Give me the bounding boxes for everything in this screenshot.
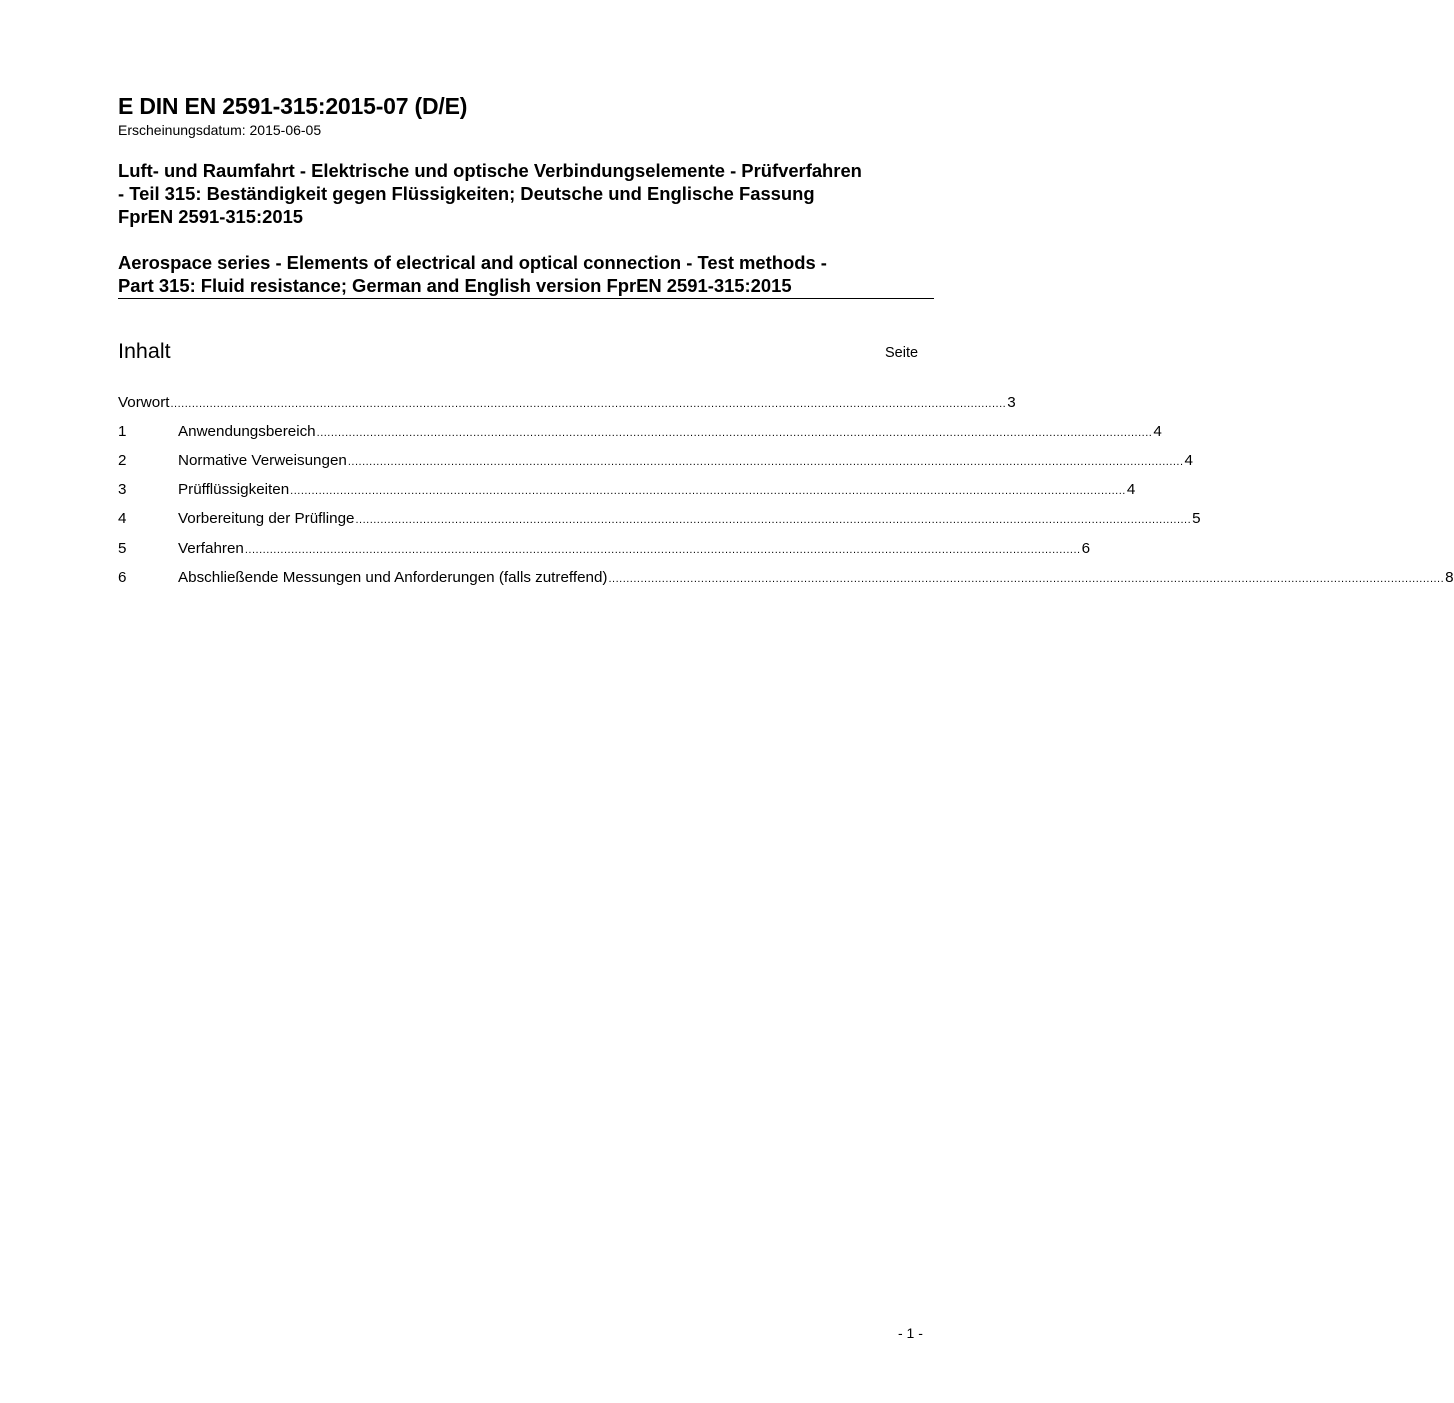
toc-dot-leader: ........................................................................................................................................................................................................................................... (608, 573, 1445, 585)
toc-entry-vorwort[interactable] (118, 393, 1016, 413)
toc-dot-leader: ........................................................................................................................................................................................................................................... (290, 485, 1126, 497)
document-id: E DIN EN 2591-315:2015-07 (D/E) (118, 93, 468, 119)
publication-date: Erscheinungsdatum: 2015-06-05 (118, 122, 322, 138)
toc-entry-page: 8 (1445, 569, 1454, 586)
toc-dot-leader: ........................................................................................................................................................................................................................................... (355, 514, 1192, 526)
toc-entry-page: 3 (1007, 394, 1016, 411)
toc-heading: Inhalt (118, 339, 171, 363)
toc-entry-4[interactable] (118, 509, 1201, 529)
toc-entry-3[interactable] (118, 480, 1136, 500)
toc-dot-leader: ........................................................................................................................................................................................................................................... (347, 456, 1184, 468)
toc-entry-title: Prüfflüssigkeiten (178, 481, 290, 498)
toc-dot-leader: ........................................................................................................................................................................................................................................... (316, 427, 1153, 439)
toc-entry-title: Anwendungsbereich (178, 423, 316, 440)
toc-entry-6[interactable] (118, 568, 1454, 588)
toc-entry-number: 3 (118, 481, 127, 498)
title-english (118, 251, 934, 297)
toc-dot-leader: ........................................................................................................................................................................................................................................... (244, 544, 1081, 556)
toc-entry-page: 4 (1184, 452, 1193, 469)
toc-entry-title: Vorbereitung der Prüflinge (178, 510, 355, 527)
title-german-line: FprEN 2591-315:2015 (118, 206, 304, 227)
page-number: - 1 - (898, 1325, 923, 1341)
toc-entry-title: Normative Verweisungen (178, 452, 347, 469)
toc-entry-title: Abschließende Messungen und Anforderungen (falls zutreffend) (178, 569, 608, 586)
toc-entry-page: 4 (1153, 423, 1162, 440)
toc-page-column-heading: Seite (885, 345, 919, 361)
title-german (118, 159, 934, 228)
toc-entry-number: 4 (118, 510, 127, 527)
title-divider (118, 298, 934, 299)
toc-entry-title: Verfahren (178, 540, 244, 557)
toc-entry-number: 5 (118, 540, 127, 557)
title-german-line: Luft- und Raumfahrt - Elektrische und optische Verbindungselemente - Prüfverfahren (118, 160, 862, 181)
title-english-line: Part 315: Fluid resistance; German and English version FprEN 2591-315:2015 (118, 275, 792, 296)
toc-entry-5[interactable] (118, 539, 1091, 559)
toc-entry-1[interactable] (118, 422, 1162, 442)
toc-entry-2[interactable] (118, 451, 1193, 471)
toc-entry-title: Vorwort (118, 394, 170, 411)
toc-entry-page: 6 (1081, 540, 1091, 557)
toc-entry-number: 1 (118, 423, 127, 440)
title-german-line: - Teil 315: Beständigkeit gegen Flüssigkeiten; Deutsche und Englische Fassung (118, 183, 815, 204)
toc-entry-number: 2 (118, 452, 127, 469)
title-english-line: Aerospace series - Elements of electrical and optical connection - Test methods - (118, 252, 827, 273)
toc-entry-page: 5 (1192, 510, 1201, 527)
toc-entry-page: 4 (1126, 481, 1136, 498)
toc-entry-number: 6 (118, 569, 127, 586)
toc-dot-leader: ........................................................................................................................................................................................................................................... (170, 398, 1007, 410)
